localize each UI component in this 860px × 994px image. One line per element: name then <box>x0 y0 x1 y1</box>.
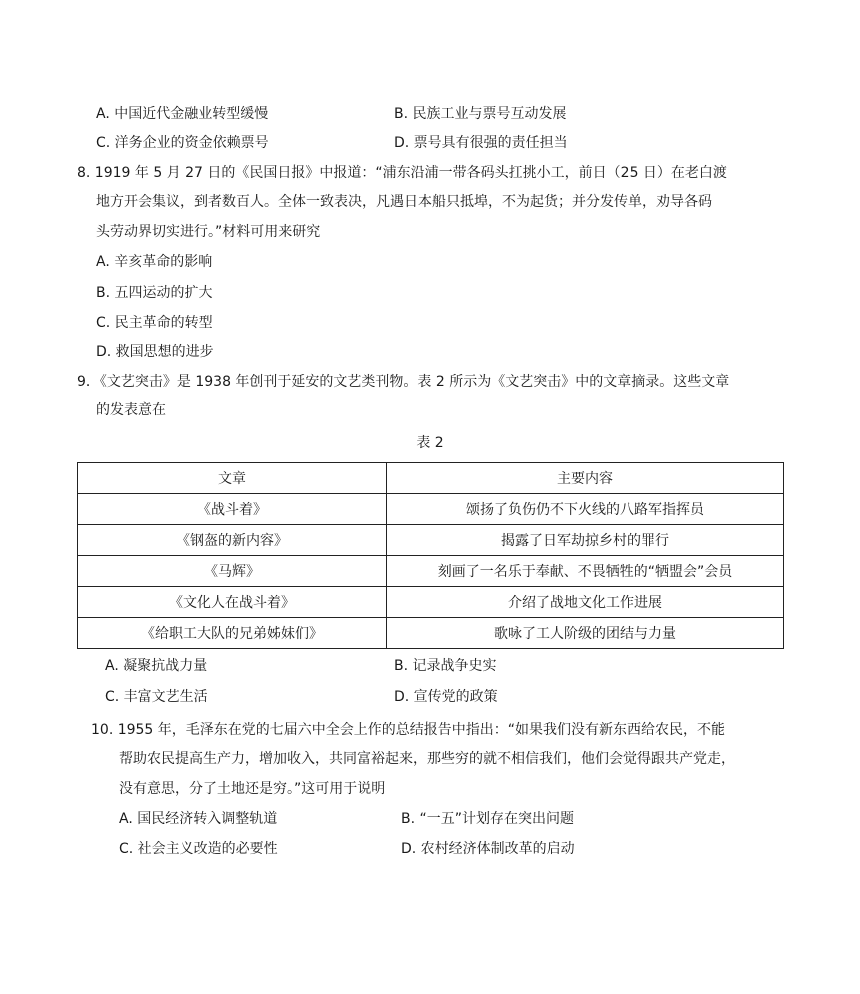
q10-stem-line2: 帮助农民提高生产力，增加收入，共同富裕起来，那些穷的就不相信我们，他们会觉得跟共产党走， <box>119 751 735 767</box>
q10-option-a: A. 国民经济转入调整轨道 <box>119 811 278 827</box>
q7-option-b: B. 民族工业与票号互动发展 <box>394 106 567 122</box>
article-summary: 刻画了一名乐于奉献、不畏牺牲的“牺盟会”会员 <box>387 556 784 587</box>
table-caption: 表 2 <box>416 435 444 451</box>
q8-stem-line2: 地方开会集议，到者数百人。全体一致表决，凡遇日本船只抵埠，不为起货；并分发传单，劝导各码 <box>96 194 712 210</box>
q9-option-d: D. 宣传党的政策 <box>394 689 498 705</box>
table-row <box>78 556 784 587</box>
q8-option-b: B. 五四运动的扩大 <box>96 285 213 301</box>
table-header-content: 主要内容 <box>387 463 784 494</box>
q9-option-c: C. 丰富文艺生活 <box>105 689 208 705</box>
q7-option-c: C. 洋务企业的资金依赖票号 <box>96 135 269 151</box>
table-header-row <box>78 463 784 494</box>
q10-option-c: C. 社会主义改造的必要性 <box>119 841 278 857</box>
article-title: 《马辉》 <box>78 556 387 587</box>
q8-option-d: D. 救国思想的进步 <box>96 344 214 360</box>
q10-option-b: B. “一五”计划存在突出问题 <box>401 811 575 827</box>
q8-stem-line3: 头劳动界切实进行。”材料可用来研究 <box>96 224 321 240</box>
q8-stem-line1: 8. 1919 年 5 月 27 日的《民国日报》中报道：“浦东沿浦一带各码头扛挑小工，前日（25 日）在老白渡 <box>77 165 727 181</box>
q7-option-d: D. 票号具有很强的责任担当 <box>394 135 568 151</box>
q10-option-d: D. 农村经济体制改革的启动 <box>401 841 575 857</box>
q10-stem-line1: 10. 1955 年，毛泽东在党的七届六中全会上作的总结报告中指出：“如果我们没有新东西给农民，不能 <box>91 722 726 738</box>
article-summary: 颂扬了负伤仍不下火线的八路军指挥员 <box>387 494 784 525</box>
article-title: 《钢盔的新内容》 <box>78 525 387 556</box>
q9-stem-line1: 9．《文艺突击》是 1938 年创刊于延安的文艺类刊物。表 2 所示为《文艺突击》中的文章摘录。这些文章 <box>77 374 730 390</box>
q9-option-a: A. 凝聚抗战力量 <box>105 658 208 674</box>
article-title: 《文化人在战斗着》 <box>78 587 387 618</box>
q9-stem-line2: 的发表意在 <box>96 402 166 418</box>
article-summary: 介绍了战地文化工作进展 <box>387 587 784 618</box>
table-row <box>78 618 784 649</box>
article-summary: 歌咏了工人阶级的团结与力量 <box>387 618 784 649</box>
article-summary: 揭露了日军劫掠乡村的罪行 <box>387 525 784 556</box>
q9-option-b: B. 记录战争史实 <box>394 658 497 674</box>
articles-table <box>77 462 784 649</box>
table-row <box>78 587 784 618</box>
table-row <box>78 525 784 556</box>
table-row <box>78 494 784 525</box>
q8-option-a: A. 辛亥革命的影响 <box>96 254 213 270</box>
q10-stem-line3: 没有意思，分了土地还是穷。”这可用于说明 <box>119 781 386 797</box>
q7-option-a: A. 中国近代金融业转型缓慢 <box>96 106 269 122</box>
article-title: 《给职工大队的兄弟姊妹们》 <box>78 618 387 649</box>
article-title: 《战斗着》 <box>78 494 387 525</box>
table-header-article: 文章 <box>78 463 387 494</box>
q8-option-c: C. 民主革命的转型 <box>96 315 213 331</box>
